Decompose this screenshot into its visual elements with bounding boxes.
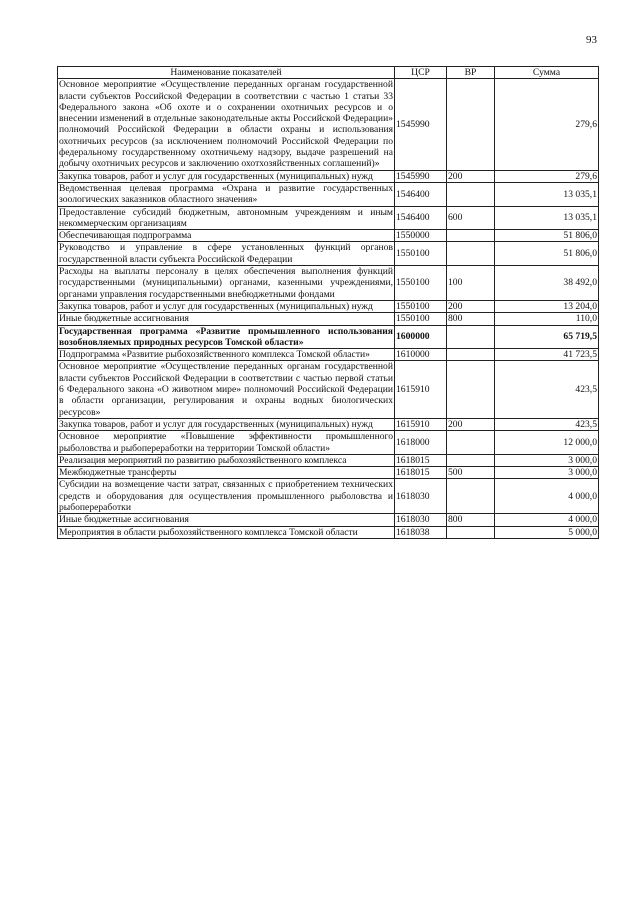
header-name: Наименование показателей: [58, 67, 395, 79]
budget-table: [57, 66, 599, 539]
row-vr: [447, 349, 495, 361]
row-name: Иные бюджетные ассигнования: [58, 514, 395, 526]
row-vr: [447, 361, 495, 418]
row-csr: 1610000: [395, 349, 447, 361]
row-name: Закупка товаров, работ и услуг для государственных (муниципальных) нужд: [58, 418, 395, 430]
table-row: [58, 300, 599, 312]
table-row: [58, 242, 599, 266]
row-csr: 1545990: [395, 170, 447, 182]
row-name: Межбюджетные трансферты: [58, 467, 395, 479]
row-csr: 1600000: [395, 325, 447, 349]
row-vr: 200: [447, 300, 495, 312]
header-csr: ЦСР: [395, 67, 447, 79]
row-vr: 500: [447, 467, 495, 479]
row-name: Основное мероприятие «Осуществление переданных органам государственной власти субъектов Российской Федерации в соответствии с частью 1 статьи 33 Федерального закона «Об охоте и о сохранении охотничьих ресурсов и о внесении изменений в отдельные законодательные акты Российской Федерации» полномочий Российской Федерации в области охраны и использования охотничьих ресурсов (за исключением полномочий Российской Федерации по федеральному государственному охотничьему надзору, выдаче разрешений на добычу охотничьих ресурсов и заключению охотхозяйственных соглашений)»: [59, 79, 393, 170]
row-csr: 1618030: [395, 479, 447, 514]
row-csr: 1615910: [395, 418, 447, 430]
row-sum: 13 035,1: [495, 182, 599, 206]
row-name: Предоставление субсидий бюджетным, автономным учреждениям и иным некоммерческим организациям: [59, 206, 393, 229]
row-vr: 100: [447, 266, 495, 301]
row-sum: 12 000,0: [495, 431, 599, 455]
row-name: Основное мероприятие «Осуществление переданных органам государственной власти субъектов Российской Федерации в соответствии с частью первой статьи 6 Федерального закона «О животном мире» полномочий Российской Федерации в области организации, регулирования и охраны водных биологических ресурсов»: [59, 361, 393, 418]
table-row: [58, 266, 599, 301]
row-sum: 3 000,0: [495, 467, 599, 479]
table-row: [58, 349, 599, 361]
row-vr: 800: [447, 313, 495, 325]
row-csr: 1618000: [395, 431, 447, 455]
row-sum: 5 000,0: [495, 526, 599, 538]
row-csr: 1546400: [395, 206, 447, 230]
row-csr: 1550100: [395, 300, 447, 312]
row-sum: 4 000,0: [495, 479, 599, 514]
row-csr: 1546400: [395, 182, 447, 206]
row-name: Руководство и управление в сфере установленных функций органов государственной власти субъекта Российской Федерации: [59, 242, 393, 265]
row-vr: 200: [447, 170, 495, 182]
row-name: Государственная программа «Развитие промышленного использования возобновляемых природных ресурсов Томской области»: [59, 325, 393, 348]
table-row: [58, 418, 599, 430]
row-vr: [447, 242, 495, 266]
table-row: [58, 313, 599, 325]
row-csr: 1618015: [395, 467, 447, 479]
row-sum: 4 000,0: [495, 514, 599, 526]
row-csr: 1618030: [395, 514, 447, 526]
row-vr: [447, 230, 495, 242]
row-name: Субсидии на возмещение части затрат, связанных с приобретением технических средств и оборудования для осуществления промышленного рыболовства и рыбопереработки: [59, 479, 393, 513]
table-row: [58, 454, 599, 466]
row-csr: 1550100: [395, 313, 447, 325]
table-header-row: [58, 67, 599, 79]
row-vr: 800: [447, 514, 495, 526]
row-sum: 41 723,5: [495, 349, 599, 361]
row-csr: 1550100: [395, 242, 447, 266]
row-vr: [447, 182, 495, 206]
row-vr: [447, 325, 495, 349]
header-vr: ВР: [447, 67, 495, 79]
row-vr: 200: [447, 418, 495, 430]
header-sum: Сумма: [495, 67, 599, 79]
row-csr: 1618038: [395, 526, 447, 538]
row-vr: [447, 454, 495, 466]
row-name: Обеспечивающая подпрограмма: [58, 230, 395, 242]
page-number: 93: [586, 34, 597, 46]
row-sum: 13 035,1: [495, 206, 599, 230]
row-sum: 110,0: [495, 313, 599, 325]
table-row: [58, 526, 599, 538]
table-row: [58, 206, 599, 230]
row-csr: 1618015: [395, 454, 447, 466]
row-name: Расходы на выплаты персоналу в целях обеспечения выполнения функций государственными (муниципальными) органами, казенными учреждениями, органами управления государственными внебюджетными фондами: [59, 266, 393, 300]
table-row: [58, 182, 599, 206]
row-sum: 3 000,0: [495, 454, 599, 466]
table-row: [58, 170, 599, 182]
table-row: [58, 514, 599, 526]
row-name: Основное мероприятие «Повышение эффективности промышленного рыболовства и рыбопереработки на территории Томской области»: [59, 431, 393, 454]
row-vr: 600: [447, 206, 495, 230]
table-row: [58, 467, 599, 479]
table-row: [58, 479, 599, 514]
row-sum: 38 492,0: [495, 266, 599, 301]
row-name: Закупка товаров, работ и услуг для государственных (муниципальных) нужд: [58, 170, 395, 182]
table-row: [58, 230, 599, 242]
row-sum: 13 204,0: [495, 300, 599, 312]
row-csr: 1615910: [395, 361, 447, 418]
row-vr: [447, 431, 495, 455]
row-sum: 51 806,0: [495, 242, 599, 266]
row-vr: [447, 79, 495, 170]
row-name: Реализация мероприятий по развитию рыбохозяйственного комплекса: [58, 454, 395, 466]
row-sum: 65 719,5: [495, 325, 599, 349]
table-row: [58, 79, 599, 170]
row-name: Мероприятия в области рыбохозяйственного комплекса Томской области: [58, 526, 395, 538]
row-vr: [447, 479, 495, 514]
row-csr: 1545990: [395, 79, 447, 170]
row-csr: 1550000: [395, 230, 447, 242]
table-row: [58, 325, 599, 349]
row-sum: 279,6: [495, 79, 599, 170]
row-sum: 423,5: [495, 361, 599, 418]
table-row: [58, 431, 599, 455]
row-sum: 51 806,0: [495, 230, 599, 242]
table-row: [58, 361, 599, 418]
row-sum: 279,6: [495, 170, 599, 182]
row-csr: 1550100: [395, 266, 447, 301]
row-vr: [447, 526, 495, 538]
row-sum: 423,5: [495, 418, 599, 430]
row-name: Иные бюджетные ассигнования: [58, 313, 395, 325]
row-name: Ведомственная целевая программа «Охрана и развитие государственных зоологических заказников областного значения»: [59, 182, 393, 206]
row-name: Подпрограмма «Развитие рыбохозяйственного комплекса Томской области»: [58, 349, 395, 361]
row-name: Закупка товаров, работ и услуг для государственных (муниципальных) нужд: [58, 300, 395, 312]
